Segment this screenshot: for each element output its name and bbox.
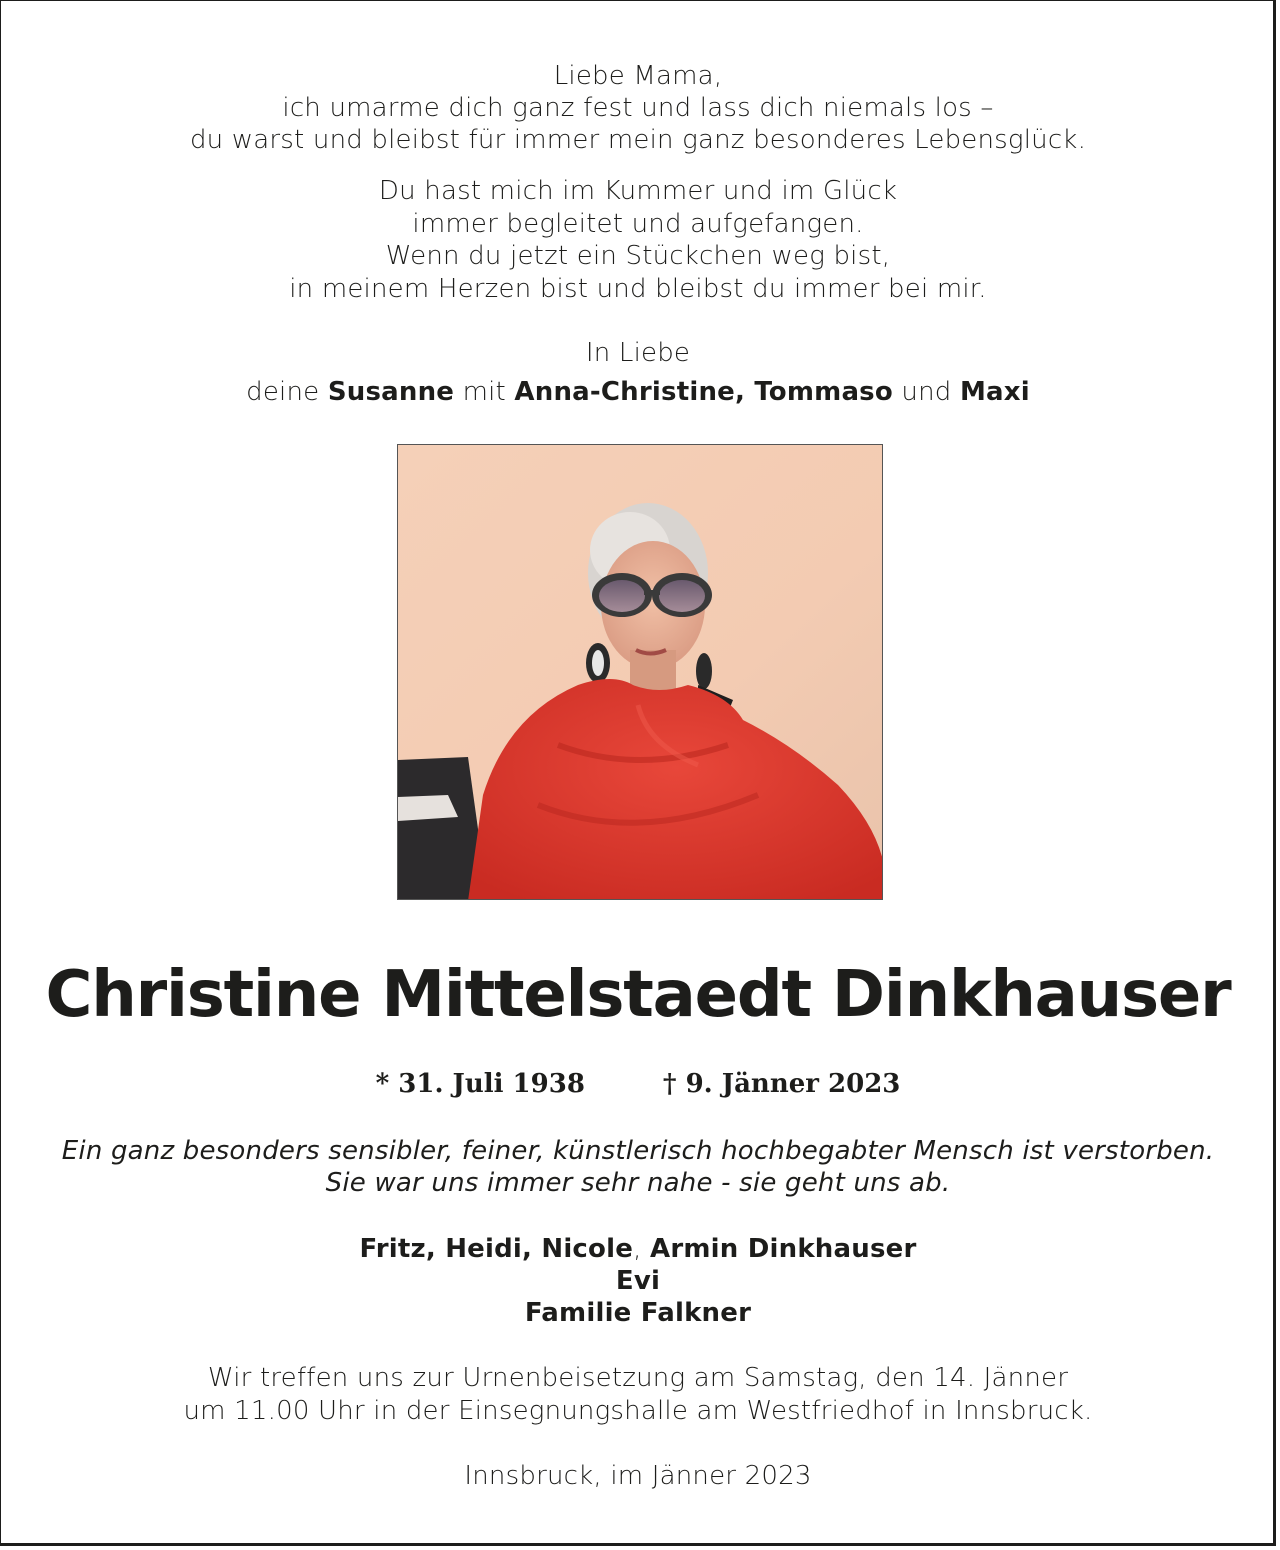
- portrait-photo: [397, 444, 883, 900]
- poem-line: immer begleitet und aufgefangen.: [412, 209, 864, 239]
- poem-line: Du hast mich im Kummer und im Glück: [378, 176, 898, 206]
- place-date: Innsbruck, im Jänner 2023: [464, 1461, 812, 1491]
- signature-name-susanne: Susanne: [327, 377, 455, 407]
- service-line: um 11.00 Uhr in der Einsegnungshalle am Westfriedhof in Innsbruck.: [183, 1396, 1093, 1426]
- birth-date: * 31. Juli 1938: [375, 1069, 585, 1099]
- signature-deine: deine: [246, 377, 320, 407]
- deceased-name: Christine Mittelstaedt Dinkhauser: [45, 958, 1231, 1032]
- poem-line: Wenn du jetzt ein Stückchen weg bist,: [385, 241, 891, 271]
- signature-name-maxi: Maxi: [959, 377, 1030, 407]
- mourner-evi: Evi: [615, 1266, 661, 1296]
- death-date: † 9. Jänner 2023: [662, 1069, 901, 1099]
- in-liebe: In Liebe: [585, 338, 691, 368]
- mourners-names-a: Fritz, Heidi, Nicole: [359, 1234, 634, 1264]
- mourners-names-b: Armin Dinkhauser: [650, 1234, 917, 1264]
- poem-line: du warst und bleibst für immer mein ganz besonderes Lebensglück.: [189, 125, 1087, 155]
- mourners-comma: ,: [633, 1234, 642, 1264]
- mourners-line: [0, 1233, 1276, 1265]
- poem-line: Liebe Mama,: [553, 61, 723, 91]
- poem-line: in meinem Herzen bist und bleibst du immer bei mir.: [289, 274, 987, 304]
- signature-line: [0, 376, 1276, 408]
- mourner-family: Familie Falkner: [524, 1298, 752, 1328]
- service-line: Wir treffen uns zur Urnenbeisetzung am Samstag, den 14. Jänner: [207, 1363, 1069, 1393]
- tribute-line: Ein ganz besonders sensibler, feiner, künstlerisch hochbegabter Mensch ist verstorben.: [61, 1136, 1215, 1166]
- signature-name-children: Anna-Christine, Tommaso: [514, 377, 893, 407]
- tribute-line: Sie war uns immer sehr nahe - sie geht uns ab.: [325, 1168, 951, 1198]
- life-dates: [0, 1068, 1276, 1100]
- poem-line: ich umarme dich ganz fest und lass dich niemals los –: [282, 93, 994, 123]
- signature-mit: mit: [462, 377, 506, 407]
- signature-und: und: [901, 377, 952, 407]
